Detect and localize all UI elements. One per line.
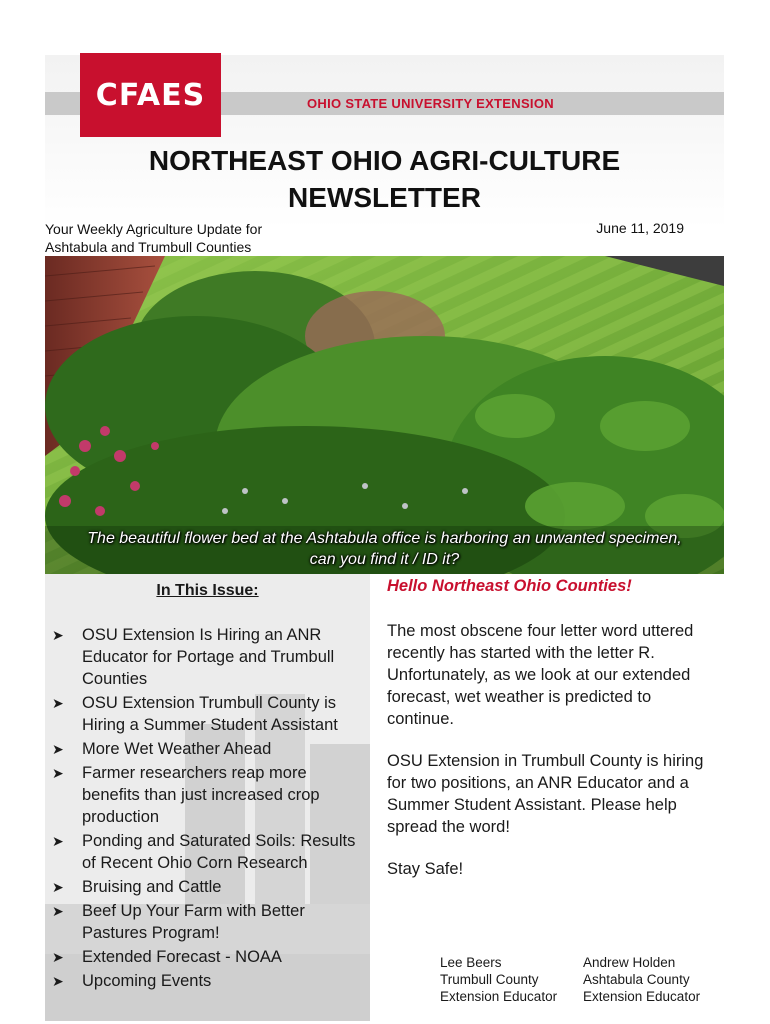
issue-item[interactable]: [52, 830, 364, 874]
issue-list: [52, 624, 364, 994]
arrow-bullet-icon: ➤: [52, 903, 64, 919]
issue-item-label: Extended Forecast - NOAA: [82, 948, 282, 966]
arrow-bullet-icon: ➤: [52, 833, 64, 849]
signature-role: Extension Educator: [583, 989, 701, 1004]
newsletter-subtitle: [45, 220, 262, 256]
issue-item[interactable]: [52, 624, 364, 690]
closing-text: Stay Safe!: [387, 860, 464, 878]
issue-date: June 11, 2019: [596, 220, 684, 236]
issue-item-label: Beef Up Your Farm with Better Pastures Program!: [82, 902, 305, 942]
flower-bed-photo: [45, 256, 724, 574]
issue-item-label: Upcoming Events: [82, 972, 212, 990]
title-line-1: NORTHEAST OHIO AGRI-CULTURE: [148, 145, 621, 176]
arrow-bullet-icon: ➤: [52, 879, 64, 895]
signature-name: Lee Beers: [440, 955, 502, 970]
issue-item-label: Farmer researchers reap more benefits than just increased crop production: [82, 764, 320, 826]
caption-line-2: can you find it / ID it?: [309, 551, 460, 568]
issue-item-label: Bruising and Cattle: [82, 878, 222, 896]
signature-name: Andrew Holden: [583, 955, 676, 970]
signature-lee-beers: [440, 954, 557, 1005]
signature-role: Extension Educator: [440, 989, 558, 1004]
issue-item-label: Ponding and Saturated Soils: Results of Recent Ohio Corn Research: [82, 832, 356, 872]
issue-item[interactable]: [52, 900, 364, 944]
signature-county: Ashtabula County: [583, 972, 690, 987]
issue-item[interactable]: [52, 946, 364, 968]
extension-label: OHIO STATE UNIVERSITY EXTENSION: [307, 96, 554, 111]
arrow-bullet-icon: ➤: [52, 973, 64, 989]
caption-line-1: The beautiful flower bed at the Ashtabula office is harboring an unwanted specimen,: [87, 530, 682, 547]
issue-item[interactable]: [52, 762, 364, 828]
in-this-issue-heading: In This Issue:: [156, 582, 259, 599]
issue-item-label: OSU Extension Is Hiring an ANR Educator for Portage and Trumbull Counties: [82, 626, 335, 688]
intro-paragraph: The most obscene four letter word uttered recently has started with the letter R. Unfortunately, as we look at our extended forecast, wet weather is predicted to continue.: [387, 622, 694, 728]
arrow-bullet-icon: ➤: [52, 765, 64, 781]
greeting-heading: Hello Northeast Ohio Counties!: [387, 577, 632, 595]
issue-item[interactable]: [52, 692, 364, 736]
arrow-bullet-icon: ➤: [52, 627, 64, 643]
issue-item[interactable]: [52, 738, 364, 760]
issue-item[interactable]: [52, 970, 364, 992]
issue-item-label: More Wet Weather Ahead: [82, 740, 272, 758]
signature-andrew-holden: [583, 954, 700, 1005]
title-line-2: NEWSLETTER: [288, 182, 481, 213]
arrow-bullet-icon: ➤: [52, 949, 64, 965]
cfaes-logo: [80, 53, 221, 137]
logo-text: CFAES: [95, 77, 206, 113]
signature-county: Trumbull County: [440, 972, 539, 987]
subtitle-line-2: Ashtabula and Trumbull Counties: [45, 239, 252, 255]
newsletter-title: [45, 142, 724, 216]
photo-caption: [45, 528, 724, 570]
arrow-bullet-icon: ➤: [52, 695, 64, 711]
hiring-paragraph: OSU Extension in Trumbull County is hiring for two positions, an ANR Educator and a Summer Student Assistant. Please help spread the word!: [387, 752, 704, 836]
issue-item[interactable]: [52, 876, 364, 898]
issue-item-label: OSU Extension Trumbull County is Hiring a Summer Student Assistant: [82, 694, 338, 734]
subtitle-line-1: Your Weekly Agriculture Update for: [45, 221, 263, 237]
arrow-bullet-icon: ➤: [52, 741, 64, 757]
